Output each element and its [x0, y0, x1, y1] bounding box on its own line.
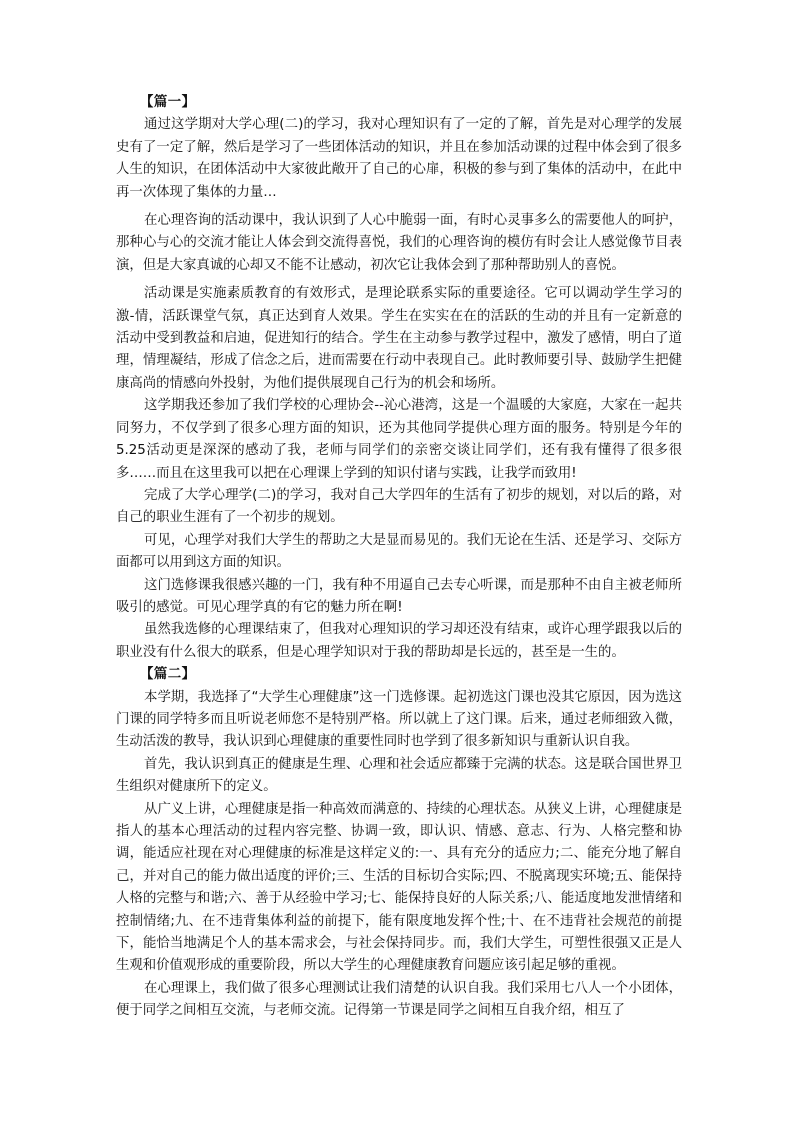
section-heading: 【篇二】: [140, 667, 196, 683]
paragraph: 完成了大学心理学(二)的学习，我对自己大学四年的生活有了初步的规划，对以后的路，对自己的职业生涯有了一个初步的规划。: [116, 487, 682, 526]
paragraph: 从广义上讲，心理健康是指一种高效而满意的、持续的心理状态。从狭义上讲，心理健康是指人的基本心理活动的过程内容完整、协调一致，即认识、情感、意志、行为、人格完整和协调，能适应社现在对心理健康的标准是这样定义的:一、具有充分的适应力;二、能充分地了解自己，并对自己的能力做出适度的评价;三、生活的目标切合实际;四、不脱离现实环境;五、能保持人格的完整与和谐;六、善于从经验中学习;七、能保持良好的人际关系;八、能适度地发泄情绪和控制情绪;九、在不违背集体利益的前提下，能有限度地发挥个性;十、在不违背社会规范的前提下，能恰当地满足个人的基本需求会，与社会保持同步。而，我们大学生，可塑性很强又正是人生观和价值观形成的重要阶段，所以大学生的心理健康教育问题应该引起足够的重视。: [116, 801, 682, 974]
paragraph: 通过这学期对大学心理(二)的学习，我对心理知识有了一定的了解，首先是对心理学的发展史有了一定了解，然后是学习了一些团体活动的知识，并且在参加活动课的过程中体会到了很多人生的知识，在团体活动中大家彼此敞开了自己的心扉，积极的参与到了集体的活动中，在此中再一次体现了集体的力量…: [116, 117, 682, 200]
paragraph: 这门选修课我很感兴趣的一门，我有种不用逼自己去专心听课，而是那种不由自主被老师所吸引的感觉。可见心理学真的有它的魅力所在啊!: [116, 577, 682, 615]
section-heading: 【篇一】: [140, 95, 196, 110]
paragraph: 可见，心理学对我们大学生的帮助之大是显而易见的。我们无论在生活、还是学习、交际方面都可以用到这方面的知识。: [116, 532, 682, 571]
paragraph: 活动课是实施素质教育的有效形式，是理论联系实际的重要途径。它可以调动学生学习的激-情，活跃课堂气氛，真正达到育人效果。学生在实实在在的活跃的生动的并且有一定新意的活动中受到教益和启迪，促进知行的结合。学生在主动参与教学过程中，激发了感情，明白了道理，情理凝结，形成了信念之后，进而需要在行动中表现自己。此时教师要引导、鼓励学生把健康高尚的情感向外投射，为他们提供展现自己行为的机会和场所。: [116, 286, 682, 391]
paragraph: 本学期，我选择了“大学生心理健康”这一门选修课。起初选这门课也没其它原因，因为选这门课的同学特多而且听说老师您不是特别严格。所以就上了这门课。后来，通过老师细致入微，生动活泼的教导，我认识到心理健康的重要性同时也学到了很多新知识与重新认识自我。: [116, 689, 682, 750]
paragraph: 在心理课上，我们做了很多心理测试让我们清楚的认识自我。我们采用七八人一个小团体，便于同学之间相互交流，与老师交流。记得第一节课是同学之间相互自我介绍，相互了: [116, 980, 682, 1019]
paragraph: 首先，我认识到真正的健康是生理、心理和社会适应都臻于完满的状态。这是联合国世界卫生组织对健康所下的定义。: [116, 756, 682, 795]
document-page: [116, 92, 682, 1023]
paragraph: 在心理咨询的活动课中，我认识到了人心中脆弱一面，有时心灵事多么的需要他人的呵护，那种心与心的交流才能让人体会到交流得喜悦，我们的心理咨询的模仿有时会让人感觉像节目表演，但是大家真诚的心却又不能不让感动，初次它让我体会到了那种帮助别人的喜悦。: [116, 213, 682, 273]
paragraph: 虽然我选修的心理课结束了，但我对心理知识的学习却还没有结束，或许心理学跟我以后的职业没有什么很大的联系，但是心理学知识对于我的帮助却是长远的，甚至是一生的。: [116, 622, 682, 660]
paragraph: 这学期我还参加了我们学校的心理协会--沁心港湾，这是一个温暖的大家庭，大家在一起共同努力，不仅学到了很多心理方面的知识，还为其他同学提供心理方面的服务。特别是今年的5.25活动更是深深的感动了我，老师与同学们的亲密交谈让同学们，还有我有懂得了很多很多……而且在这里我可以把在心理课上学到的知识付诸与实践，让我学而致用!: [116, 398, 682, 481]
